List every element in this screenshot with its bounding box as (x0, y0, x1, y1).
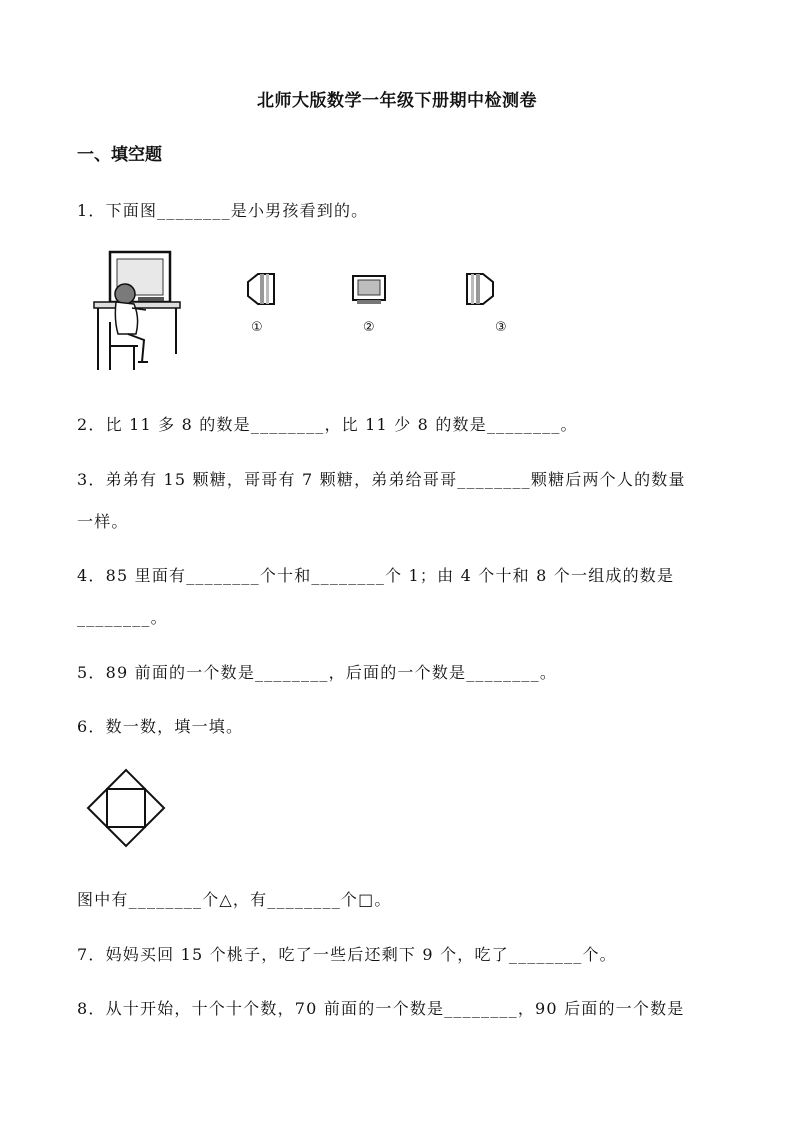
option-3-monitor-side-view (463, 270, 495, 308)
question-6-answer: 图中有________个△，有________个□。 (77, 890, 392, 909)
option-3-label: ③ (495, 320, 507, 335)
question-6: 6．数一数，填一填。 (77, 717, 244, 736)
option-2-label: ② (363, 320, 375, 335)
question-8: 8．从十开始，十个十个数，70 前面的一个数是________，90 后面的一个数是 (77, 999, 685, 1018)
diamond-square-figure (86, 768, 166, 848)
question-1: 1．下面图________是小男孩看到的。 (77, 201, 369, 220)
page-title: 北师大版数学一年级下册期中检测卷 (257, 91, 537, 111)
option-1-label: ① (251, 320, 263, 335)
question-4-line-2: ________。 (77, 608, 168, 627)
question-7: 7．妈妈买回 15 个桃子，吃了一些后还剩下 9 个，吃了________个。 (77, 945, 617, 964)
question-5: 5．89 前面的一个数是________，后面的一个数是________。 (77, 663, 558, 682)
section-heading-fill-in: 一、填空题 (77, 145, 162, 165)
option-2-monitor-front-view (351, 274, 387, 306)
boy-at-computer-illustration (90, 250, 185, 375)
question-4-line-1: 4．85 里面有________个十和________个 1；由 4 个十和 8 个一组成的数是 (77, 566, 675, 585)
option-1-monitor-side-view (246, 270, 278, 308)
question-3-line-2: 一样。 (77, 512, 129, 531)
question-2: 2．比 11 多 8 的数是________，比 11 少 8 的数是________。 (77, 415, 578, 434)
question-3-line-1: 3．弟弟有 15 颗糖，哥哥有 7 颗糖，弟弟给哥哥________颗糖后两个人的数量 (77, 470, 686, 489)
